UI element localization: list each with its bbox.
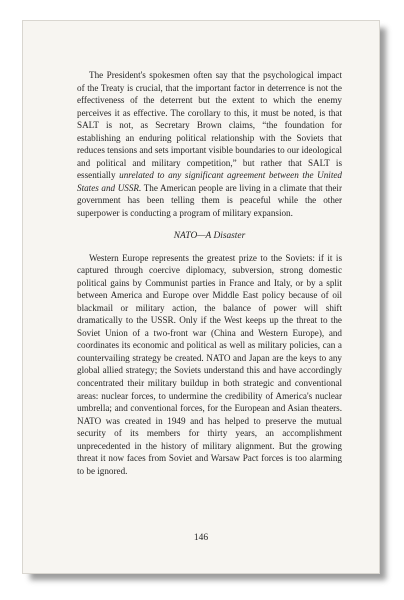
book-page: [22, 20, 380, 574]
paragraph-salt-text-end: The American people are living in a climate that their government has been telling them is peaceful while the other superpower is conducting a program of military expansion.: [77, 182, 343, 219]
paragraph-nato: Western Europe represents the greatest prize to the Soviets: if it is captured through coercive diplomacy, subversion, strong domestic political gains by Communist parties in France and Italy, or by a split between America and Europe over Middle East policy because of oil blackmail or military action, the balance of power will shift dramatically to the USSR. Only if the West keeps up the threat to the Soviet Union of a two-front war (China and Western Europe), and coordinates its economic and political as well as military policies, can a countervailing strategy be created. NATO and Japan are the keys to any global allied strategy; the Soviets understand this and have accordingly concentrated their military buildup in both strategic and conventional areas: nuclear forces, to undermine the credibility of America's nuclear umbrella; and conventional forces, for the European and Asian theaters. NATO was created in 1949 and has helped to preserve the mutual security of its members for thirty years, an accomplishment unprecedented in the history of military alignment. But the growing threat it now faces from Soviet and Warsaw Pact forces is too alarming to be ignored.: [77, 252, 342, 476]
paragraph-salt-text: The President's spokesmen often say that the psychological impact of the Treaty is crucial, that the important factor in deterrence is not the effectiveness of the deterrent but the extent to which the enemy perceives it as effective. The corollary to this, it must be noted, is that SALT is not, as Secretary Brown claims, “the foundation for establishing an enduring political relationship with the Soviets that reduces tensions and sets important visible boundaries to our ideological and political and military competition,” but rather that SALT is essentially: [77, 70, 342, 181]
section-heading: NATO—A Disaster: [173, 230, 246, 241]
paragraph-salt: [77, 69, 342, 220]
body-text: [77, 69, 342, 477]
paragraph-salt-italic: unrelated to any significant agreement between the United States and USSR.: [77, 170, 342, 193]
page-number: 146: [193, 533, 209, 543]
